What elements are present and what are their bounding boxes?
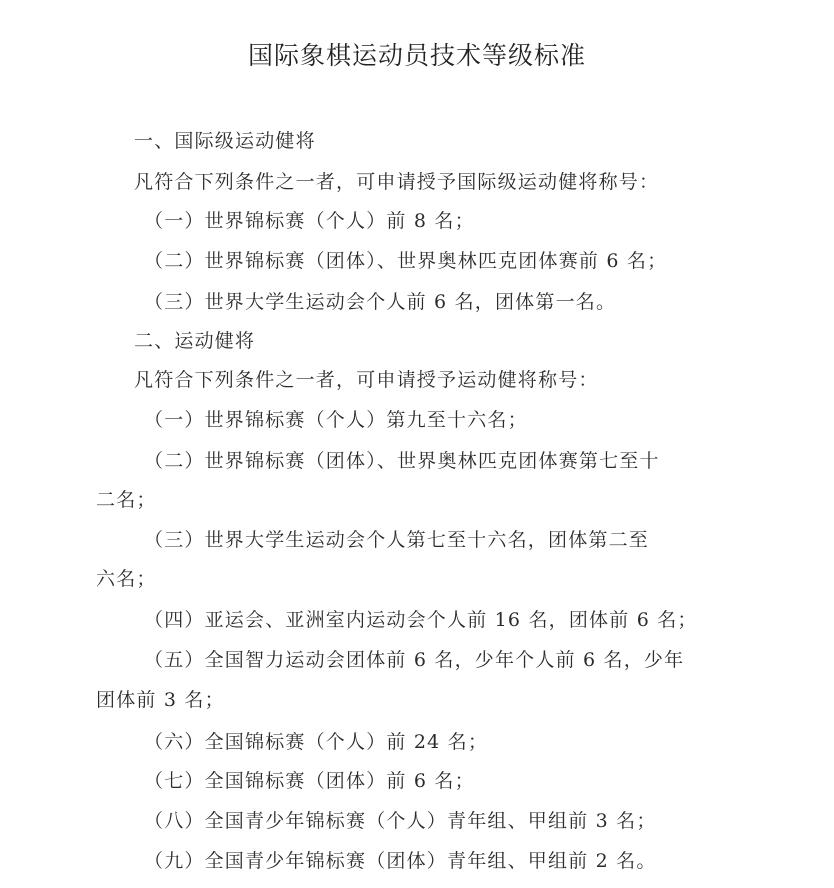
- section-intro: 凡符合下列条件之一者，可申请授予国际级运动健将称号：: [134, 171, 660, 193]
- list-item: （四）亚运会、亚洲室内运动会个人前 16 名，团体前 6 名；: [144, 609, 698, 631]
- list-item: （三）世界大学生运动会个人前 6 名，团体第一名。: [144, 291, 617, 313]
- list-item-continuation: 团体前 3 名；: [96, 689, 225, 711]
- list-item: （三）世界大学生运动会个人第七至十六名，团体第二至: [144, 529, 650, 551]
- list-item-continuation: 二名；: [96, 489, 157, 511]
- list-item-continuation: 六名；: [96, 568, 157, 590]
- list-item: （二）世界锦标赛（团体）、世界奥林匹克团体赛前 6 名；: [144, 250, 668, 272]
- list-item: （五）全国智力运动会团体前 6 名，少年个人前 6 名，少年: [144, 649, 685, 671]
- section-heading-international-master: 一、国际级运动健将: [134, 130, 316, 152]
- list-item: （二）世界锦标赛（团体）、世界奥林匹克团体赛第七至十: [144, 450, 660, 472]
- list-item: （八）全国青少年锦标赛（个人）青年组、甲组前 3 名；: [144, 810, 657, 832]
- list-item: （六）全国锦标赛（个人）前 24 名；: [144, 731, 489, 753]
- section-heading-master: 二、运动健将: [134, 330, 256, 352]
- page-title: 国际象棋运动员技术等级标准: [247, 41, 586, 70]
- section-intro: 凡符合下列条件之一者，可申请授予运动健将称号：: [134, 369, 599, 391]
- list-item: （一）世界锦标赛（个人）前 8 名；: [144, 210, 475, 232]
- list-item: （九）全国青少年锦标赛（团体）青年组、甲组前 2 名。: [144, 850, 657, 872]
- list-item: （七）全国锦标赛（团体）前 6 名；: [144, 770, 475, 792]
- list-item: （一）世界锦标赛（个人）第九至十六名；: [144, 409, 528, 431]
